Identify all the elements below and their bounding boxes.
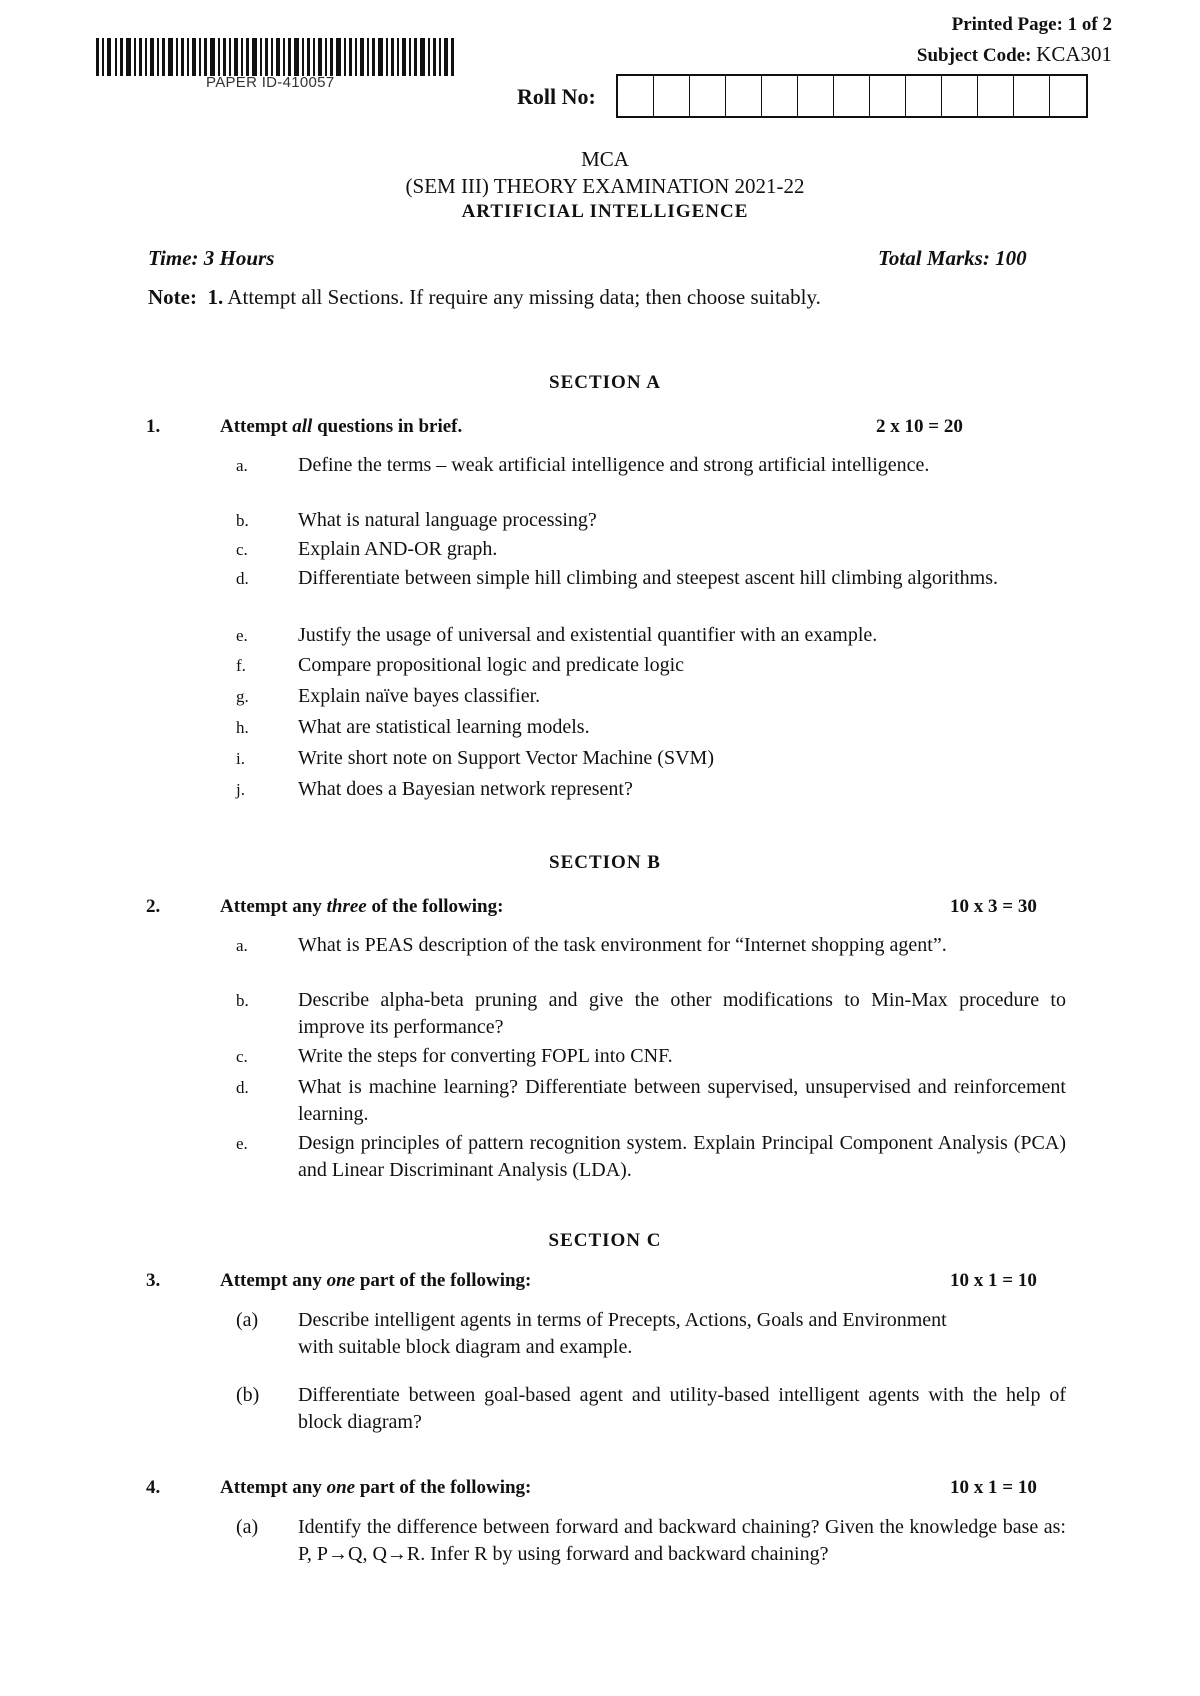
paper-id: PAPER ID-410057 [206, 74, 335, 91]
subject-code-label: Subject Code: [916, 45, 1032, 66]
question-marks: 10 x 3 = 30 [950, 896, 1037, 917]
roll-cell[interactable] [906, 76, 942, 116]
item-label: g. [236, 687, 249, 706]
item-label: (b) [236, 1384, 260, 1406]
item-label: c. [236, 1047, 248, 1066]
list-item [236, 745, 1066, 772]
program-title: MCA [581, 147, 629, 171]
item-text: Write short note on Support Vector Machine (SVM) [298, 747, 714, 769]
subject-code [917, 42, 1112, 67]
question-instruction [220, 416, 462, 438]
item-text: Define the terms – weak artificial intelligence and strong artificial intelligence. [298, 454, 930, 476]
roll-cell[interactable] [654, 76, 690, 116]
instr-em: three [326, 896, 367, 917]
instr-post: of the following: [366, 896, 504, 917]
roll-cell[interactable] [834, 76, 870, 116]
roll-cell[interactable] [942, 76, 978, 116]
instr-pre: Attempt any [220, 1477, 327, 1498]
roll-cell[interactable] [726, 76, 762, 116]
time-label: Time: 3 Hours [148, 246, 275, 270]
roll-no-label: Roll No: [517, 84, 596, 109]
section-c-heading: SECTION C [548, 1230, 662, 1251]
instr-em: one [326, 1270, 356, 1291]
instr-post: part of the following: [355, 1270, 532, 1291]
roll-cell[interactable] [690, 76, 726, 116]
list-item [236, 1514, 1066, 1568]
list-item [236, 536, 1066, 563]
list-item [236, 1074, 1066, 1128]
item-label: a. [236, 936, 248, 955]
question-marks: 10 x 1 = 10 [950, 1270, 1037, 1291]
exam-title: (SEM III) THEORY EXAMINATION 2021-22 [405, 174, 805, 198]
question-instruction [220, 1477, 531, 1499]
roll-no-grid[interactable] [616, 74, 1088, 118]
list-item [236, 452, 1066, 479]
item-label: b. [236, 991, 249, 1010]
list-item [236, 1130, 1066, 1184]
list-item [236, 1043, 1066, 1070]
item-label: c. [236, 540, 248, 559]
item-text: Describe alpha-beta pruning and give the other modifications to Min-Max procedure to improve its performance? [298, 989, 1066, 1038]
question-marks: 2 x 10 = 20 [876, 416, 963, 437]
item-label: j. [236, 780, 245, 799]
item-label: e. [236, 1134, 248, 1153]
roll-cell[interactable] [1014, 76, 1050, 116]
item-label: d. [236, 1078, 249, 1097]
list-item [236, 683, 1066, 710]
question-instruction [220, 896, 503, 918]
instr-pre: Attempt any [220, 1270, 327, 1291]
question-number: 1. [146, 416, 161, 437]
list-item [236, 622, 1066, 649]
question-number: 4. [146, 1477, 161, 1498]
instr-post: questions in brief. [312, 416, 463, 437]
item-text: Design principles of pattern recognition system. Explain Principal Component Analysis (PCA) and Linear Discriminant Analysis (LDA). [298, 1132, 1066, 1181]
instr-post: part of the following: [355, 1477, 532, 1498]
total-marks: Total Marks: 100 [878, 246, 1027, 270]
roll-cell[interactable] [798, 76, 834, 116]
instr-pre: Attempt any [220, 896, 327, 917]
item-text: What is PEAS description of the task environment for “Internet shopping agent”. [298, 934, 947, 956]
item-text: Describe intelligent agents in terms of Precepts, Actions, Goals and Environment with suitable block diagram and example. [298, 1309, 947, 1358]
item-text: What does a Bayesian network represent? [298, 778, 633, 800]
item-text: Compare propositional logic and predicate logic [298, 654, 684, 676]
section-a-heading: SECTION A [549, 372, 661, 393]
note [148, 285, 821, 310]
item-label: (a) [236, 1516, 259, 1538]
item-text: What is natural language processing? [298, 509, 597, 531]
item-text: Justify the usage of universal and existential quantifier with an example. [298, 624, 878, 646]
instr-em: one [326, 1477, 356, 1498]
roll-cell[interactable] [978, 76, 1014, 116]
question-number: 3. [146, 1270, 161, 1291]
item-text: Differentiate between simple hill climbing and steepest ascent hill climbing algorithms. [298, 567, 999, 589]
item-text: Identify the difference between forward and backward chaining? Given the knowledge base as: P, P→Q, Q→R. Infer R by using forward and backward chaining? [298, 1516, 1066, 1565]
item-text: Explain AND-OR graph. [298, 538, 498, 560]
item-label: f. [236, 656, 246, 675]
roll-cell[interactable] [762, 76, 798, 116]
list-item [236, 1307, 1066, 1361]
item-text: What are statistical learning models. [298, 716, 590, 738]
question-instruction [220, 1270, 531, 1292]
list-item [236, 987, 1066, 1041]
subject-code-value: KCA301 [1036, 42, 1112, 66]
note-number: 1. [207, 285, 224, 309]
list-item [236, 652, 1066, 679]
instr-pre: Attempt [220, 416, 293, 437]
item-label: e. [236, 626, 248, 645]
item-label: i. [236, 749, 245, 768]
printed-page: Printed Page: 1 of 2 [951, 14, 1112, 35]
item-label: a. [236, 456, 248, 475]
item-text: Differentiate between goal-based agent and utility-based intelligent agents with the help of block diagram? [298, 1384, 1066, 1433]
roll-cell[interactable] [618, 76, 654, 116]
subject-title: ARTIFICIAL INTELLIGENCE [461, 201, 749, 222]
roll-cell[interactable] [870, 76, 906, 116]
list-item [236, 714, 1066, 741]
item-text: What is machine learning? Differentiate between supervised, unsupervised and reinforcement learning. [298, 1076, 1066, 1125]
section-b-heading: SECTION B [549, 852, 661, 873]
note-text: Attempt all Sections. If require any missing data; then choose suitably. [227, 285, 821, 309]
instr-em: all [292, 416, 313, 437]
note-label: Note: [148, 285, 197, 309]
list-item [236, 1382, 1066, 1436]
question-marks: 10 x 1 = 10 [950, 1477, 1037, 1498]
list-item [236, 565, 1066, 592]
list-item [236, 776, 1066, 803]
item-text: Explain naïve bayes classifier. [298, 685, 541, 707]
question-number: 2. [146, 896, 161, 917]
barcode [96, 38, 456, 76]
item-text: Write the steps for converting FOPL into CNF. [298, 1045, 673, 1067]
item-label: h. [236, 718, 249, 737]
item-label: (a) [236, 1309, 259, 1331]
list-item [236, 507, 1066, 534]
list-item [236, 932, 1066, 959]
item-label: b. [236, 511, 249, 530]
item-label: d. [236, 569, 249, 588]
roll-cell[interactable] [1050, 76, 1086, 116]
